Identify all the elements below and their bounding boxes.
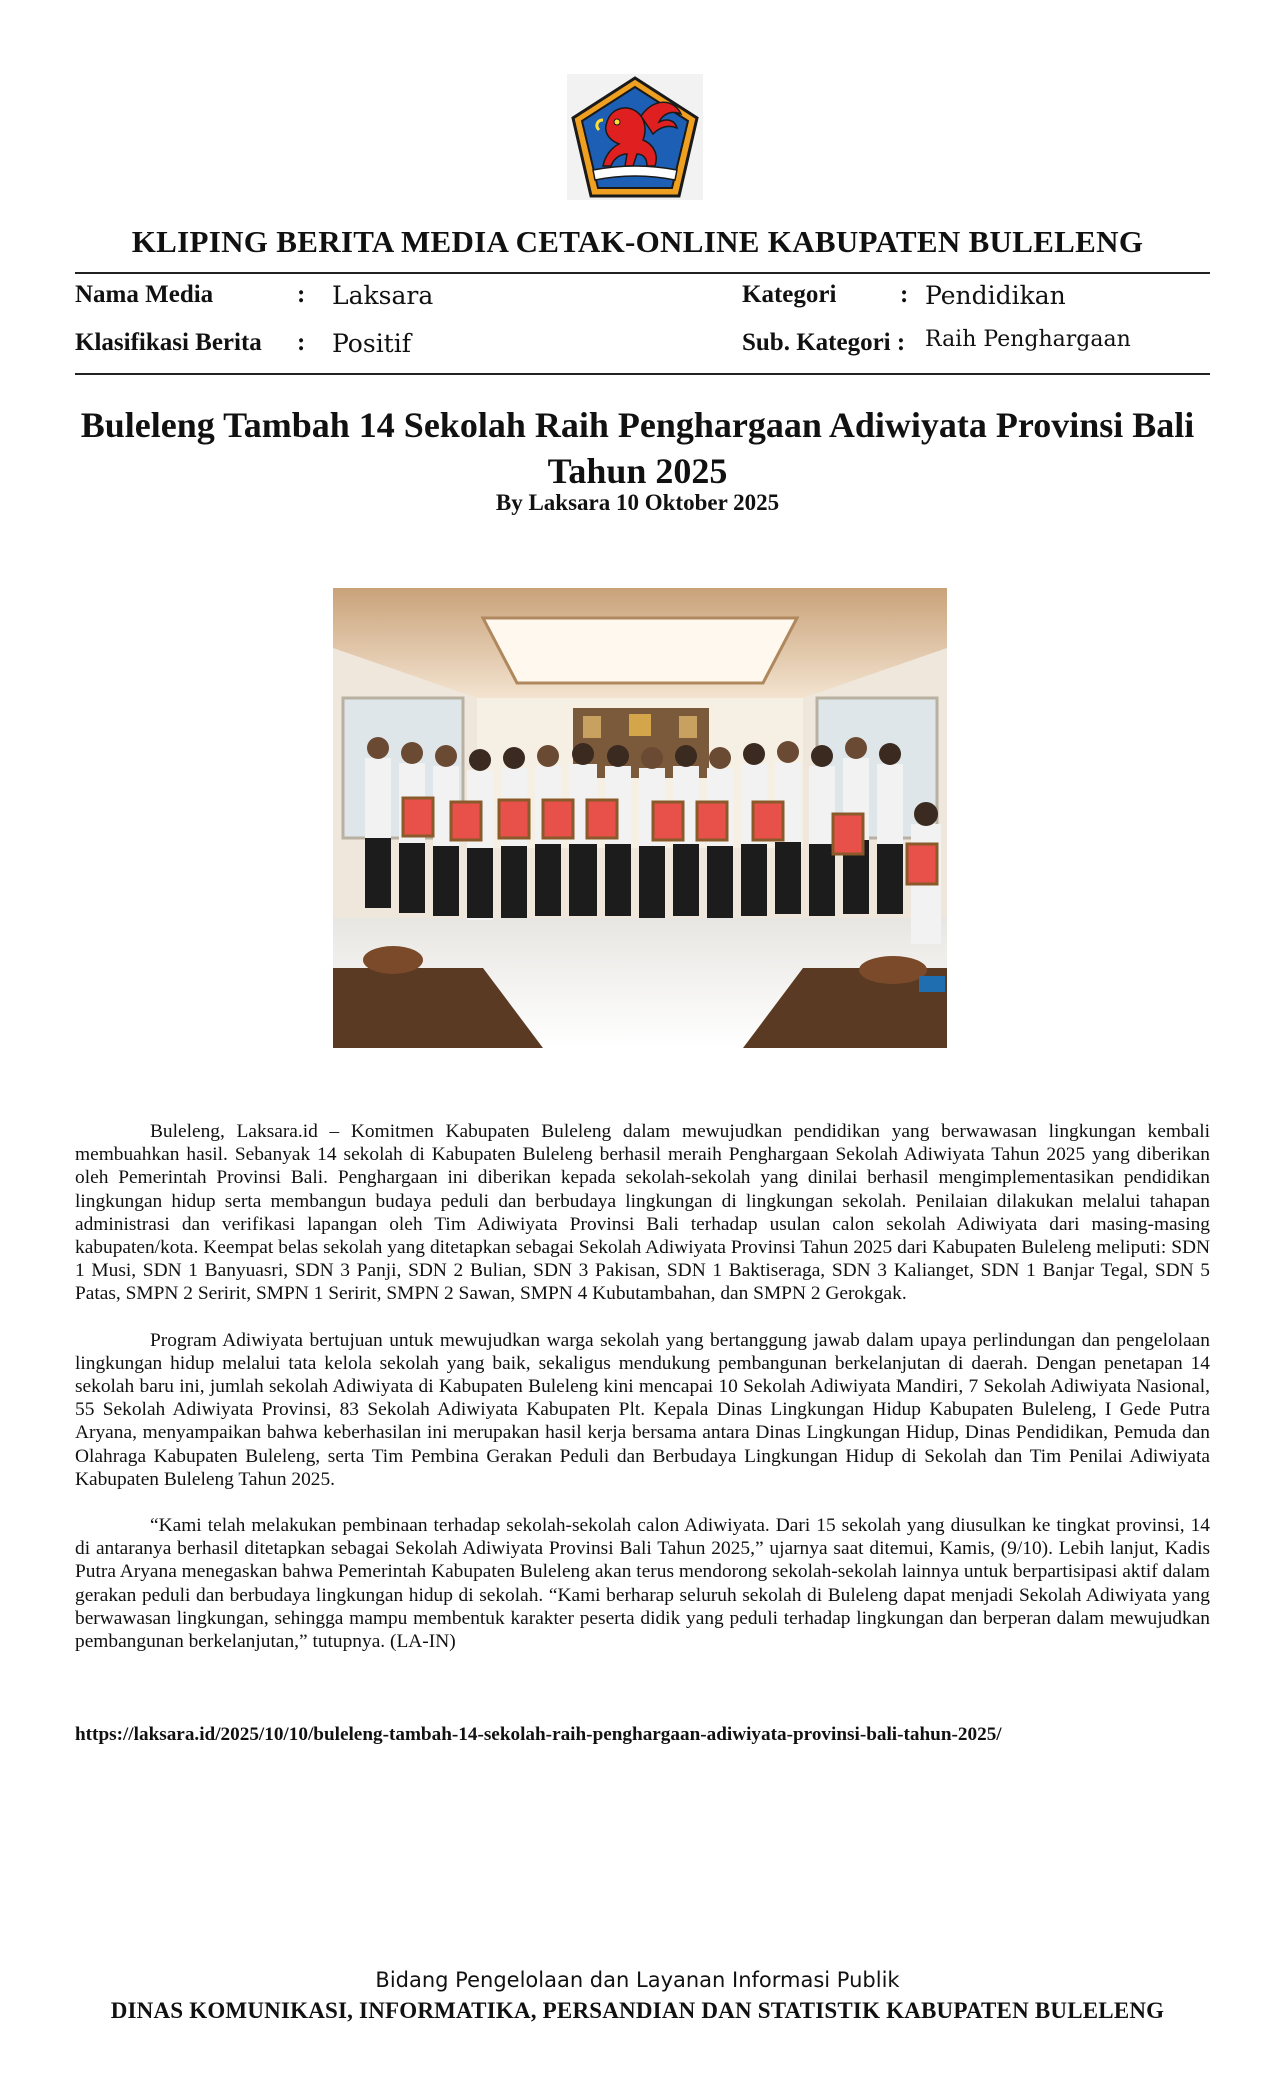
subcategory-value: Raih Penghargaan [925,327,1131,352]
footer-unit: Bidang Pengelolaan dan Layanan Informasi Publik [375,1968,900,1992]
article-paragraph: Buleleng, Laksara.id – Komitmen Kabupaten Buleleng dalam mewujudkan pendidikan yang berwawasan lingkungan kembali membuahkan hasil. Sebanyak 14 sekolah di Kabupaten Buleleng berhasil meraih Penghargaan Sekolah Adiwiyata Tahun 2025 yang diberikan oleh Pemerintah Provinsi Bali. Penghargaan ini diberikan kepada sekolah-sekolah yang dinilai berhasil mengimplementasikan pendidikan lingkungan hidup serta membangun budaya peduli dan berbudaya lingkungan di lingkungan sekolah. Penilaian dilakukan melalui tahapan administrasi dan verifikasi lapangan oleh Tim Adiwiyata Provinsi Bali terhadap usulan calon sekolah Adiwiyata dari masing-masing kabupaten/kota. Keempat belas sekolah yang ditetapkan sebagai Sekolah Adiwiyata Provinsi Tahun 2025 dari Kabupaten Buleleng meliputi: SDN 1 Musi, SDN 1 Banyuasri, SDN 3 Panji, SDN 2 Bulian, SDN 3 Pakisan, SDN 1 Baktiseraga, SDN 3 Kalianget, SDN 1 Banjar Tegal, SDN 5 Patas, SMPN 2 Seririt, SMPN 1 Seririt, SMPN 2 Sawan, SMPN 4 Kubutambahan, dan SMPN 2 Gerokgak. [75,1121,1210,1305]
document-title: KLIPING BERITA MEDIA CETAK-ONLINE KABUPATEN BULELENG [131,224,1144,259]
singa-ambara-raja-emblem [567,74,703,200]
meta-classification-row [75,329,635,363]
media-label: Nama Media [75,281,214,308]
header-divider-top [75,272,1210,274]
classification-label: Klasifikasi Berita [75,329,262,356]
buleleng-emblem-logo [567,74,703,200]
category-value: Pendidikan [925,281,1066,310]
classification-colon: : [297,329,306,356]
group-photo-with-certificates-icon [333,588,947,1048]
article-headline: Buleleng Tambah 14 Sekolah Raih Penghargaan Adiwiyata Provinsi Bali Tahun 2025 [80,405,1195,491]
article-byline: By Laksara 10 Oktober 2025 [495,490,780,515]
meta-media-row [75,281,635,315]
footer-agency: DINAS KOMUNIKASI, INFORMATIKA, PERSANDIAN DAN STATISTIK KABUPATEN BULELENG [110,1998,1165,2023]
category-label: Kategori [742,281,837,308]
media-value: Laksara [332,281,434,310]
media-colon: : [297,281,306,308]
article-paragraph: Program Adiwiyata bertujuan untuk mewujudkan warga sekolah yang bertanggung jawab dalam upaya perlindungan dan pengelolaan lingkungan hidup melalui tata kelola sekolah yang baik, sekaligus mendukung pembangunan berkelanjutan di daerah. Dengan penetapan 14 sekolah baru ini, jumlah sekolah Adiwiyata di Kabupaten Buleleng kini mencapai 10 Sekolah Adiwiyata Mandiri, 7 Sekolah Adiwiyata Nasional, 55 Sekolah Adiwiyata Provinsi, 83 Sekolah Adiwiyata Kabupaten Plt. Kepala Dinas Lingkungan Hidup Kabupaten Buleleng, I Gede Putra Aryana, menyampaikan bahwa keberhasilan ini merupakan hasil kerja bersama antara Dinas Lingkungan Hidup, Dinas Pendidikan, Pemuda dan Olahraga Kabupaten Buleleng, serta Tim Pembina Gerakan Peduli dan Berbudaya Lingkungan Hidup di Sekolah dan Tim Penilai Adiwiyata Kabupaten Buleleng Tahun 2025. [75,1329,1210,1490]
meta-subcategory-row [742,329,1210,363]
meta-category-row [742,281,1210,315]
article-photo [333,588,947,1048]
source-url-link[interactable]: https://laksara.id/2025/10/10/buleleng-tambah-14-sekolah-raih-penghargaan-adiwiyata-provinsi-bali-tahun-2025/ [75,1724,1002,1745]
classification-value: Positif [332,329,411,358]
header-divider-bottom [75,373,1210,375]
category-colon: : [900,281,909,308]
subcategory-label: Sub. Kategori : [742,329,906,356]
article-body [75,1120,1210,1676]
article-paragraph: “Kami telah melakukan pembinaan terhadap sekolah-sekolah calon Adiwiyata. Dari 15 sekolah yang diusulkan ke tingkat provinsi, 14 di antaranya berhasil ditetapkan sebagai Sekolah Adiwiyata Provinsi Bali Tahun 2025,” ujarnya saat ditemui, Kamis, (9/10). Lebih lanjut, Kadis Putra Aryana menegaskan bahwa Pemerintah Kabupaten Buleleng akan terus mendorong sekolah-sekolah lainnya untuk berpartisipasi aktif dalam gerakan peduli dan berbudaya lingkungan hidup di sekolah. “Kami berharap seluruh sekolah di Buleleng dapat menjadi Sekolah Adiwiyata yang berwawasan lingkungan, sehingga mampu membentuk karakter peserta didik yang peduli terhadap lingkungan dan berperan dalam mewujudkan pembangunan berkelanjutan,” tutupnya. (LA-IN) [75,1515,1210,1653]
